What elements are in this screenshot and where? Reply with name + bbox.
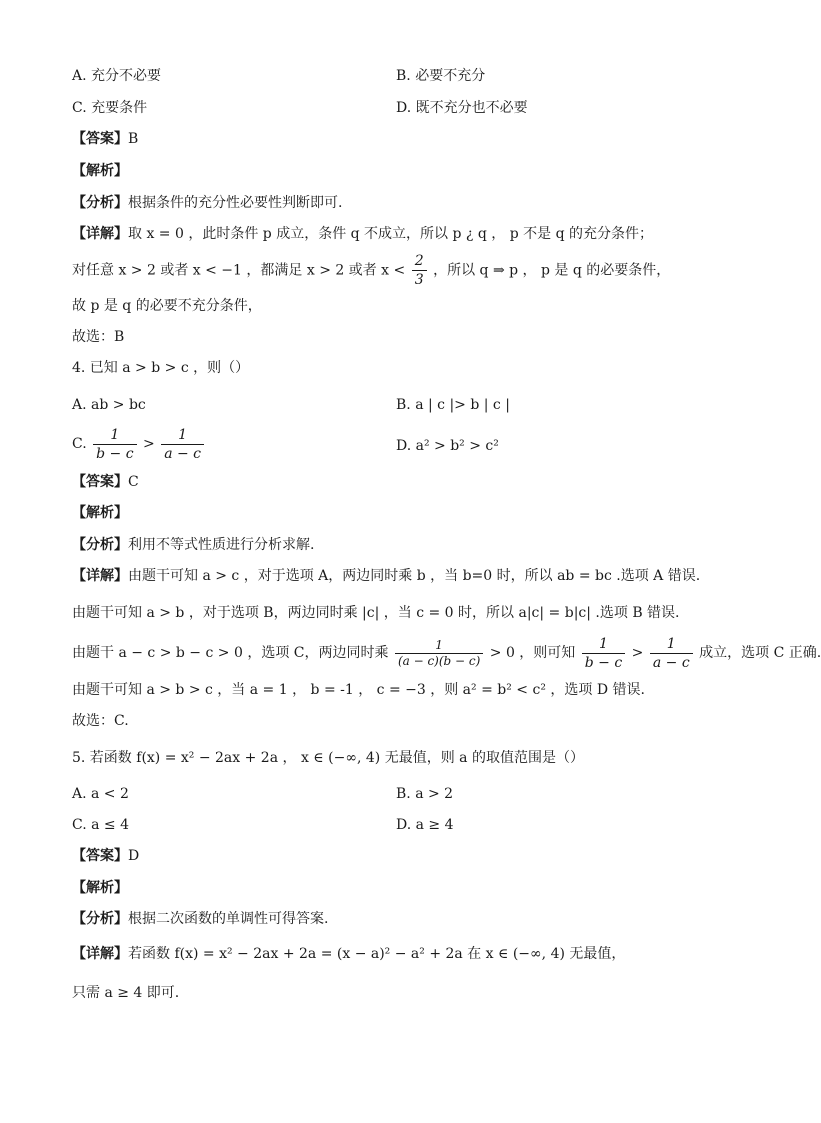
fraction-1-over-a-minus-c xyxy=(161,426,204,463)
fraction-denominator: a − c xyxy=(652,654,690,671)
q4-xiangjie-line4 xyxy=(72,680,732,700)
xiangjie-text: 若函数 f(x) = x² − 2ax + 2a = (x − a)² − a² + 2a 在 x ∈ (−∞, 4) 无最值， xyxy=(128,946,626,962)
fraction-1-over-b-minus-c xyxy=(93,426,136,463)
xiangjie-line2-text: 由题干可知 a > b ，对于选项 B，两边同时乘 |c| ，当 c = 0 时，所以 a|c| = b|c| .选项 B 错误. xyxy=(72,605,680,621)
q3-answer xyxy=(72,129,732,149)
fraction-numerator: 2 xyxy=(412,252,427,271)
xiangjie-line3-part3: 成立，选项 C 正确. xyxy=(699,645,821,661)
fraction-denominator: a − c xyxy=(164,445,202,462)
q4-xiangjie-line3 xyxy=(72,633,821,673)
fenxi-tag: 【分析】 xyxy=(72,195,128,211)
fraction-numerator: 1 xyxy=(650,635,693,654)
q4-xiangjie-line1 xyxy=(72,566,732,586)
analysis-tag: 【解析】 xyxy=(72,163,128,179)
xiangjie-line2-part2: ，所以 q ⇒ p ， p 是 q 的必要条件， xyxy=(433,262,671,279)
q4-option-d xyxy=(396,436,499,456)
xiangjie-text: 由题干可知 a > c ，对于选项 A，两边同时乘 b ，当 b=0 时，所以 ab = bc .选项 A 错误. xyxy=(128,568,701,584)
q5-fenxi xyxy=(72,909,732,929)
fraction-1-over-a-minus-c xyxy=(650,635,693,672)
q3-xiangjie-line4 xyxy=(72,327,732,347)
fenxi-text: 根据二次函数的单调性可得答案. xyxy=(128,911,329,927)
q5-option-b xyxy=(396,784,453,804)
xiangjie-line4-text: 由题干可知 a > b > c ，当 a = 1 ， b = -1 ， c = −3 ，则 a² = b² < c² ，选项 D 错误. xyxy=(72,682,645,698)
fraction-two-thirds xyxy=(412,252,427,289)
xiangjie-line4-text: 故选：B xyxy=(72,329,125,345)
greater-than-sign: > xyxy=(143,436,155,452)
fraction-denominator: b − c xyxy=(584,654,623,671)
xiangjie-line2-part1: 对任意 x > 2 或者 x < −1 ，都满足 x > 2 或者 x < xyxy=(72,262,406,279)
q4-xiangjie-line5 xyxy=(72,711,732,731)
q4-stem xyxy=(72,358,732,378)
fraction-numerator: 1 xyxy=(161,426,204,445)
q4-option-d-text: D. a² > b² > c² xyxy=(396,438,499,454)
fraction-denominator: b − c xyxy=(96,445,134,462)
q4-option-c-label: C. xyxy=(72,436,87,452)
q3-option-d xyxy=(396,98,528,118)
answer-value: C xyxy=(128,474,139,490)
q4-stem-text: 4. 已知 a > b > c ，则（） xyxy=(72,360,250,376)
fenxi-text: 根据条件的充分性必要性判断即可. xyxy=(128,195,343,211)
fraction-denominator: 3 xyxy=(414,272,424,288)
analysis-tag: 【解析】 xyxy=(72,880,128,896)
q5-answer xyxy=(72,846,732,866)
q3-xiangjie-line1 xyxy=(72,224,732,244)
q4-option-a-text: A. ab > bc xyxy=(72,397,146,413)
xiangjie-line3-part2: > 0 ，则可知 xyxy=(489,645,576,661)
xiangjie-line3-part1: 由题干 a − c > b − c > 0 ，选项 C，两边同时乘 xyxy=(72,645,389,661)
answer-tag: 【答案】 xyxy=(72,131,128,147)
q5-option-a-text: A. a < 2 xyxy=(72,786,129,802)
xiangjie-text: 取 x = 0 ，此时条件 p 成立，条件 q 不成立，所以 p ¿ q ， p 不是 q 的充分条件； xyxy=(128,226,654,242)
q4-analysis-heading xyxy=(72,503,732,523)
xiangjie-line5-text: 故选：C. xyxy=(72,713,129,729)
q4-fenxi xyxy=(72,535,732,555)
fenxi-text: 利用不等式性质进行分析求解. xyxy=(128,537,315,553)
answer-tag: 【答案】 xyxy=(72,474,128,490)
fraction-1-over-b-minus-c xyxy=(582,635,625,672)
q3-xiangjie-line3 xyxy=(72,296,732,316)
xiangjie-line3-text: 故 p 是 q 的必要不充分条件， xyxy=(72,298,262,314)
q3-xiangjie-line2 xyxy=(72,252,732,289)
q5-stem-text: 5. 若函数 f(x) = x² − 2ax + 2a ， x ∈ (−∞, 4) 无最值，则 a 的取值范围是（） xyxy=(72,750,584,766)
xiangjie-tag: 【详解】 xyxy=(72,946,128,962)
greater-than-sign: > xyxy=(631,645,644,661)
fenxi-tag: 【分析】 xyxy=(72,537,128,553)
xiangjie-tag: 【详解】 xyxy=(72,568,128,584)
q5-option-d xyxy=(396,815,454,835)
q4-option-b-text: B. a | c |> b | c | xyxy=(396,397,510,413)
fraction-numerator: 1 xyxy=(93,426,136,445)
q5-xiangjie-line1 xyxy=(72,944,732,964)
xiangjie-tag: 【详解】 xyxy=(72,226,128,242)
q5-option-b-text: B. a > 2 xyxy=(396,786,454,802)
q5-stem xyxy=(72,748,732,768)
q3-option-b-text: B. 必要不充分 xyxy=(396,68,486,84)
fraction-numerator: 1 xyxy=(582,635,625,654)
q3-option-d-text: D. 既不充分也不必要 xyxy=(396,100,528,116)
fraction-1-over-product xyxy=(395,638,483,669)
q5-analysis-heading xyxy=(72,878,732,898)
q3-option-a-text: A. 充分不必要 xyxy=(72,68,162,84)
q3-analysis-heading xyxy=(72,161,732,181)
q3-option-b xyxy=(396,66,485,86)
answer-value: D xyxy=(128,848,140,864)
q5-option-c-text: C. a ≤ 4 xyxy=(72,817,129,833)
analysis-tag: 【解析】 xyxy=(72,505,128,521)
q3-option-c-text: C. 充要条件 xyxy=(72,100,148,116)
q4-answer xyxy=(72,472,732,492)
answer-tag: 【答案】 xyxy=(72,848,128,864)
q5-xiangjie-line2 xyxy=(72,983,732,1003)
q5-option-d-text: D. a ≥ 4 xyxy=(396,817,454,833)
q4-option-b xyxy=(396,395,510,415)
fenxi-tag: 【分析】 xyxy=(72,911,128,927)
q3-fenxi xyxy=(72,193,732,213)
fraction-denominator: (a − c)(b − c) xyxy=(397,653,481,668)
fraction-numerator: 1 xyxy=(395,638,483,654)
answer-value: B xyxy=(128,131,139,147)
xiangjie-line2-text: 只需 a ≥ 4 即可. xyxy=(72,985,180,1001)
q4-xiangjie-line2 xyxy=(72,603,732,623)
